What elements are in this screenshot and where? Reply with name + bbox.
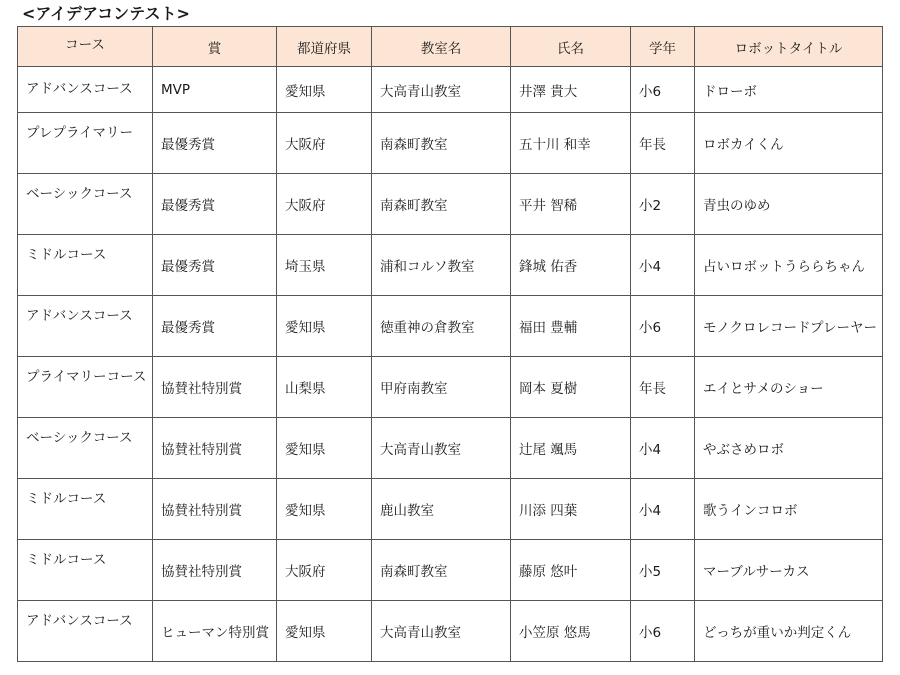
prefecture-cell: 大阪府 bbox=[277, 174, 372, 235]
classroom-cell: 南森町教室 bbox=[372, 540, 511, 601]
robot-title-cell: モノクロレコードプレーヤー bbox=[695, 296, 883, 357]
column-header-robot-title: ロボットタイトル bbox=[695, 27, 883, 67]
grade-cell: 小6 bbox=[631, 67, 695, 113]
classroom-cell: 徳重神の倉教室 bbox=[372, 296, 511, 357]
name-cell: 小笠原 悠馬 bbox=[511, 601, 631, 662]
table-row bbox=[18, 601, 883, 662]
course-cell: ベーシックコース bbox=[18, 418, 153, 479]
table-row bbox=[18, 174, 883, 235]
grade-cell: 小4 bbox=[631, 235, 695, 296]
classroom-cell: 南森町教室 bbox=[372, 113, 511, 174]
table-header-row bbox=[18, 27, 883, 67]
classroom-cell: 鹿山教室 bbox=[372, 479, 511, 540]
table-row bbox=[18, 67, 883, 113]
award-cell: 最優秀賞 bbox=[153, 296, 277, 357]
prefecture-cell: 愛知県 bbox=[277, 296, 372, 357]
course-cell: アドバンスコース bbox=[18, 601, 153, 662]
course-cell: アドバンスコース bbox=[18, 67, 153, 113]
prefecture-cell: 大阪府 bbox=[277, 113, 372, 174]
robot-title-cell: マーブルサーカス bbox=[695, 540, 883, 601]
course-cell: アドバンスコース bbox=[18, 296, 153, 357]
column-header-prefecture: 都道府県 bbox=[277, 27, 372, 67]
classroom-cell: 浦和コルソ教室 bbox=[372, 235, 511, 296]
robot-title-cell: どっちが重いか判定くん bbox=[695, 601, 883, 662]
award-cell: 協賛社特別賞 bbox=[153, 540, 277, 601]
course-cell: ミドルコース bbox=[18, 479, 153, 540]
award-cell: 協賛社特別賞 bbox=[153, 357, 277, 418]
name-cell: 福田 豊輔 bbox=[511, 296, 631, 357]
name-cell: 井澤 貴大 bbox=[511, 67, 631, 113]
classroom-cell: 大高青山教室 bbox=[372, 67, 511, 113]
award-cell: 最優秀賞 bbox=[153, 113, 277, 174]
table-row bbox=[18, 113, 883, 174]
classroom-cell: 大高青山教室 bbox=[372, 601, 511, 662]
robot-title-cell: 歌うインコロボ bbox=[695, 479, 883, 540]
robot-title-cell: 青虫のゆめ bbox=[695, 174, 883, 235]
course-cell: プライマリーコース bbox=[18, 357, 153, 418]
name-cell: 川添 四葉 bbox=[511, 479, 631, 540]
column-header-course: コース bbox=[18, 27, 153, 67]
grade-cell: 小6 bbox=[631, 296, 695, 357]
table-row bbox=[18, 418, 883, 479]
table-row bbox=[18, 296, 883, 357]
column-header-name: 氏名 bbox=[511, 27, 631, 67]
award-cell: ヒューマン特別賞 bbox=[153, 601, 277, 662]
column-header-grade: 学年 bbox=[631, 27, 695, 67]
classroom-cell: 甲府南教室 bbox=[372, 357, 511, 418]
prefecture-cell: 埼玉県 bbox=[277, 235, 372, 296]
prefecture-cell: 山梨県 bbox=[277, 357, 372, 418]
classroom-cell: 大高青山教室 bbox=[372, 418, 511, 479]
robot-title-cell: やぶさめロボ bbox=[695, 418, 883, 479]
prefecture-cell: 愛知県 bbox=[277, 67, 372, 113]
grade-cell: 小4 bbox=[631, 479, 695, 540]
grade-cell: 年長 bbox=[631, 357, 695, 418]
robot-title-cell: エイとサメのショー bbox=[695, 357, 883, 418]
table-row bbox=[18, 540, 883, 601]
prefecture-cell: 愛知県 bbox=[277, 601, 372, 662]
contest-results-table bbox=[17, 26, 883, 662]
page-title: <アイデアコンテスト> bbox=[22, 4, 190, 23]
grade-cell: 小6 bbox=[631, 601, 695, 662]
course-cell: プレプライマリー bbox=[18, 113, 153, 174]
robot-title-cell: 占いロボットうららちゃん bbox=[695, 235, 883, 296]
name-cell: 岡本 夏樹 bbox=[511, 357, 631, 418]
column-header-award: 賞 bbox=[153, 27, 277, 67]
classroom-cell: 南森町教室 bbox=[372, 174, 511, 235]
prefecture-cell: 愛知県 bbox=[277, 479, 372, 540]
course-cell: ベーシックコース bbox=[18, 174, 153, 235]
name-cell: 藤原 悠叶 bbox=[511, 540, 631, 601]
table-body bbox=[18, 67, 883, 662]
award-cell: 最優秀賞 bbox=[153, 235, 277, 296]
robot-title-cell: ロボカイくん bbox=[695, 113, 883, 174]
grade-cell: 年長 bbox=[631, 113, 695, 174]
column-header-classroom: 教室名 bbox=[372, 27, 511, 67]
course-cell: ミドルコース bbox=[18, 540, 153, 601]
name-cell: 平井 智稀 bbox=[511, 174, 631, 235]
robot-title-cell: ドローボ bbox=[695, 67, 883, 113]
award-cell: MVP bbox=[153, 67, 277, 113]
prefecture-cell: 愛知県 bbox=[277, 418, 372, 479]
name-cell: 五十川 和幸 bbox=[511, 113, 631, 174]
course-cell: ミドルコース bbox=[18, 235, 153, 296]
name-cell: 辻尾 颯馬 bbox=[511, 418, 631, 479]
table-row bbox=[18, 235, 883, 296]
grade-cell: 小4 bbox=[631, 418, 695, 479]
grade-cell: 小2 bbox=[631, 174, 695, 235]
award-cell: 最優秀賞 bbox=[153, 174, 277, 235]
table-row bbox=[18, 357, 883, 418]
award-cell: 協賛社特別賞 bbox=[153, 479, 277, 540]
table-row bbox=[18, 479, 883, 540]
prefecture-cell: 大阪府 bbox=[277, 540, 372, 601]
award-cell: 協賛社特別賞 bbox=[153, 418, 277, 479]
grade-cell: 小5 bbox=[631, 540, 695, 601]
name-cell: 鋒城 佑香 bbox=[511, 235, 631, 296]
